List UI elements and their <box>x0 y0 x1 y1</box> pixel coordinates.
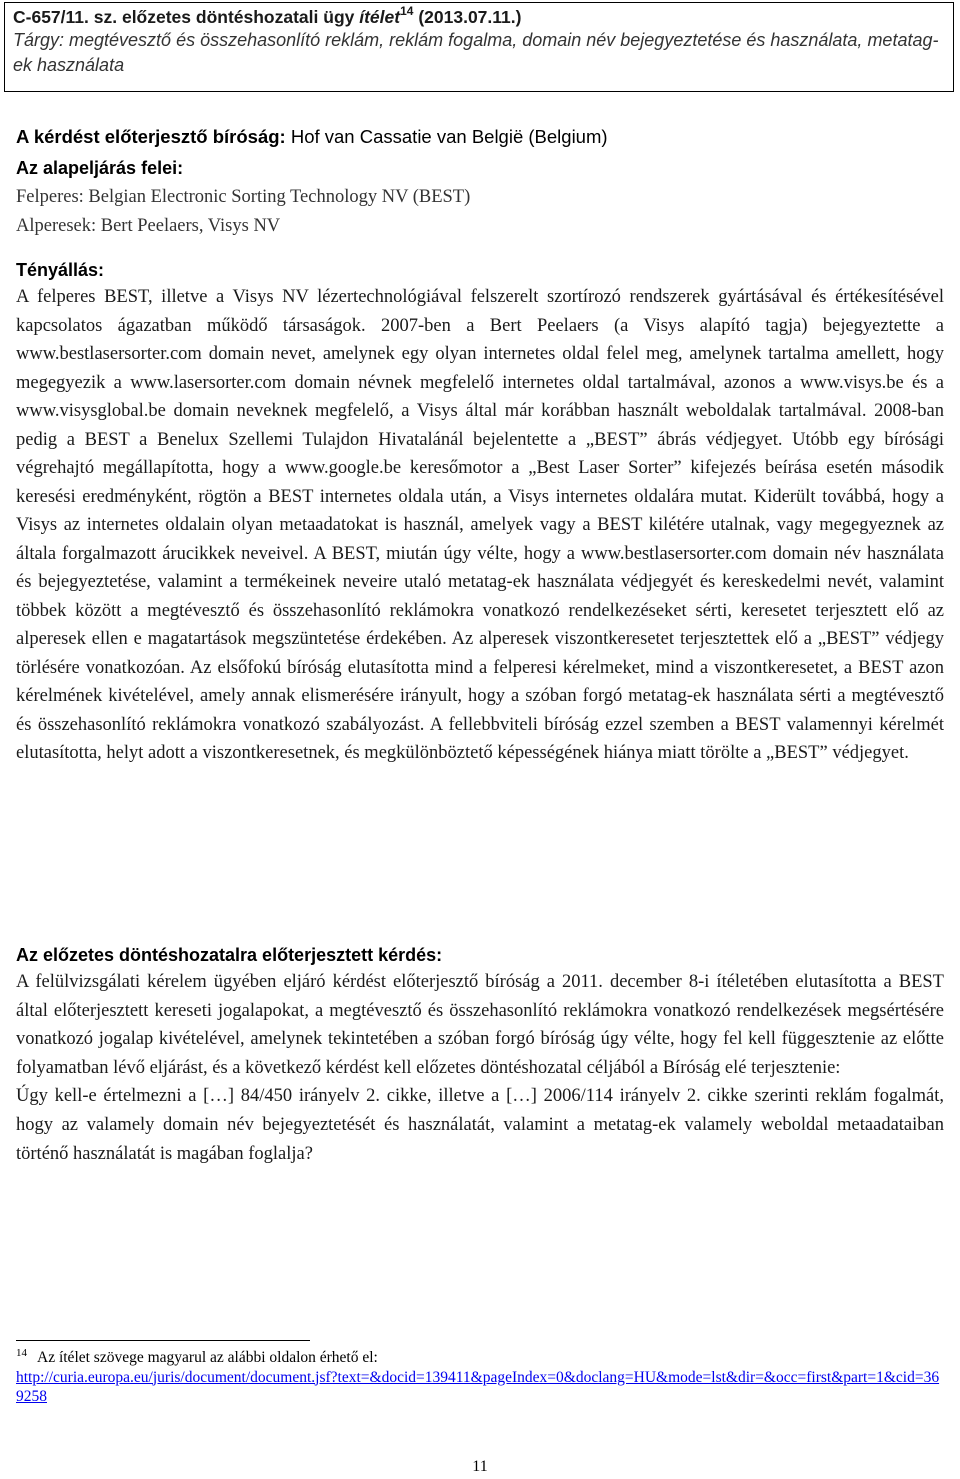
court-label: A kérdést előterjesztő bíróság: <box>16 126 286 147</box>
case-date: (2013.07.11.) <box>418 7 522 27</box>
parties-block <box>16 154 470 240</box>
case-header-box <box>4 2 954 92</box>
question-text: Úgy kell-e értelmezni a […] 84/450 irányelv 2. cikke, illetve a […] 2006/114 irányelv 2. cikke szerinti reklám fogalmát, hogy az valamely domain név bejegyeztetését és használatát, valamint a metatag-ek valamely weboldal metaadataiban történő használatát is magában foglalja? <box>16 1086 944 1164</box>
parties-heading: Az alapeljárás felei: <box>16 158 184 178</box>
case-title <box>13 6 953 28</box>
facts-text: A felperes BEST, illetve a Visys NV lézertechnológiával felszerelt szortírozó rendszerek gyártásával és értékesítésével kapcsolatos ágazatban működő társaságok. 2007-ben a Bert Peelaers (a Visys alapító tagja) bejegyeztette a www.bestlasersorter.com domain nevet, amelynek egy olyan internetes oldal felel meg, amelynek tartalma amellett, hogy megegyezik a www.lasersorter.com domain névnek megfelelő internetes oldal tartalmával, azonos a www.visys.be és a www.visysglobal.be domain neveknek megfelelő, a Visys által már korábban használt weboldalak tartalmával. 2008-ban pedig a BEST a Benelux Szellemi Tulajdon Hivatalánál bejelentette a „BEST” ábrás védjegyet. Utóbb egy bírósági végrehajtó megállapította, hogy a www.google.be keresőmotor a „Best Laser Sorter” kifejezés beírása esetén második keresési eredményként, rögtön a BEST internetes oldala után, a Visys internetes oldalára mutat. Kiderült továbbá, hogy a Visys az internetes oldalain olyan metaadatokat is használ, amelyek vagy a BEST kilétére utalnak, vagy megegyeznek az általa forgalmazott árucikkek neveivel. A BEST, miután úgy vélte, hogy a www.bestlasersorter.com domain név használata és bejegyeztetése, valamint a termékeinek neveire utaló metatag-ek használata védjegyét és kereskedelmi nevét, valamint többek között a megtévesztő és összehasonlító reklámokra vonatkozó rendelkezéseket sérti, keresetet terjesztett elő az alperesek ellen e magatartások megszüntetése érdekében. Az alperesek viszontkeresetet terjesztettek elő a „BEST” védjegy törlésére vonatkozóan. Az elsőfokú bíróság elutasította mind a felperesi kérelmeket, mind a viszontkeresetet, a BEST azon kérelmének kivételével, amely annak elismerésére irányult, hogy a szóban forgó metatag-ek használata sérti a megtévesztő és összehasonlító reklámokra vonatkozó szabályozást. A fellebbviteli bíróság ezzel szemben a BEST valamennyi kérelmét elutasította, helyt adott a viszontkeresetnek, és megkülönböztető képességének hiánya miatt törölte a „BEST” védjegyet. <box>16 287 944 763</box>
question-block <box>16 968 944 1168</box>
judgment-word: ítélet <box>359 7 401 27</box>
court-name: Hof van Cassatie van België (Belgium) <box>285 126 608 147</box>
plaintiff: Felperes: Belgian Electronic Sorting Technology NV (BEST) <box>16 187 471 208</box>
footnote-number: 14 <box>16 1347 27 1359</box>
footnote-link[interactable]: http://curia.europa.eu/juris/document/document.jsf?text=&docid=139411&pageIndex=0&doclang=HU&mode=lst&dir=&occ=first&part=1&cid=369258 <box>16 1368 940 1405</box>
footnote <box>16 1348 946 1407</box>
footnote-divider <box>16 1340 310 1341</box>
question-intro: A felülvizsgálati kérelem ügyében eljáró kérdést előterjesztő bíróság a 2011. december 8-i ítéletében elutasította a BEST által előterjesztett kereseti jogalapokat, a megtévesztő és összehasonlító reklámokra vonatkozó rendelkezések megsértésére vonatkozó jogalap kivételével, amelynek tekintetében a szóban forgó bíróság úgy vélte, hogy fel kell függesztenie az előtte folyamatban lévő eljárást, és a következő kérdést kell előzetes döntéshozatal céljából a Bíróság elé terjesztenie: <box>16 972 944 1078</box>
footnote-text: Az ítélet szövege magyarul az alábbi oldalon érhető el: <box>37 1349 378 1366</box>
case-subject: Tárgy: megtévesztő és összehasonlító reklám, reklám fogalma, domain név bejegyeztetése és használata, metatag-ek használata <box>13 30 939 75</box>
footnote-ref[interactable]: 14 <box>400 4 414 18</box>
referring-court <box>16 124 608 150</box>
defendants: Alperesek: Bert Peelaers, Visys NV <box>16 215 281 236</box>
case-number: C-657/11. sz. előzetes döntéshozatali ügy <box>13 7 360 27</box>
page-number: 11 <box>472 1458 488 1475</box>
question-heading: Az előzetes döntéshozatalra előterjesztett kérdés: <box>16 945 443 965</box>
facts-heading: Tényállás: <box>16 260 105 280</box>
